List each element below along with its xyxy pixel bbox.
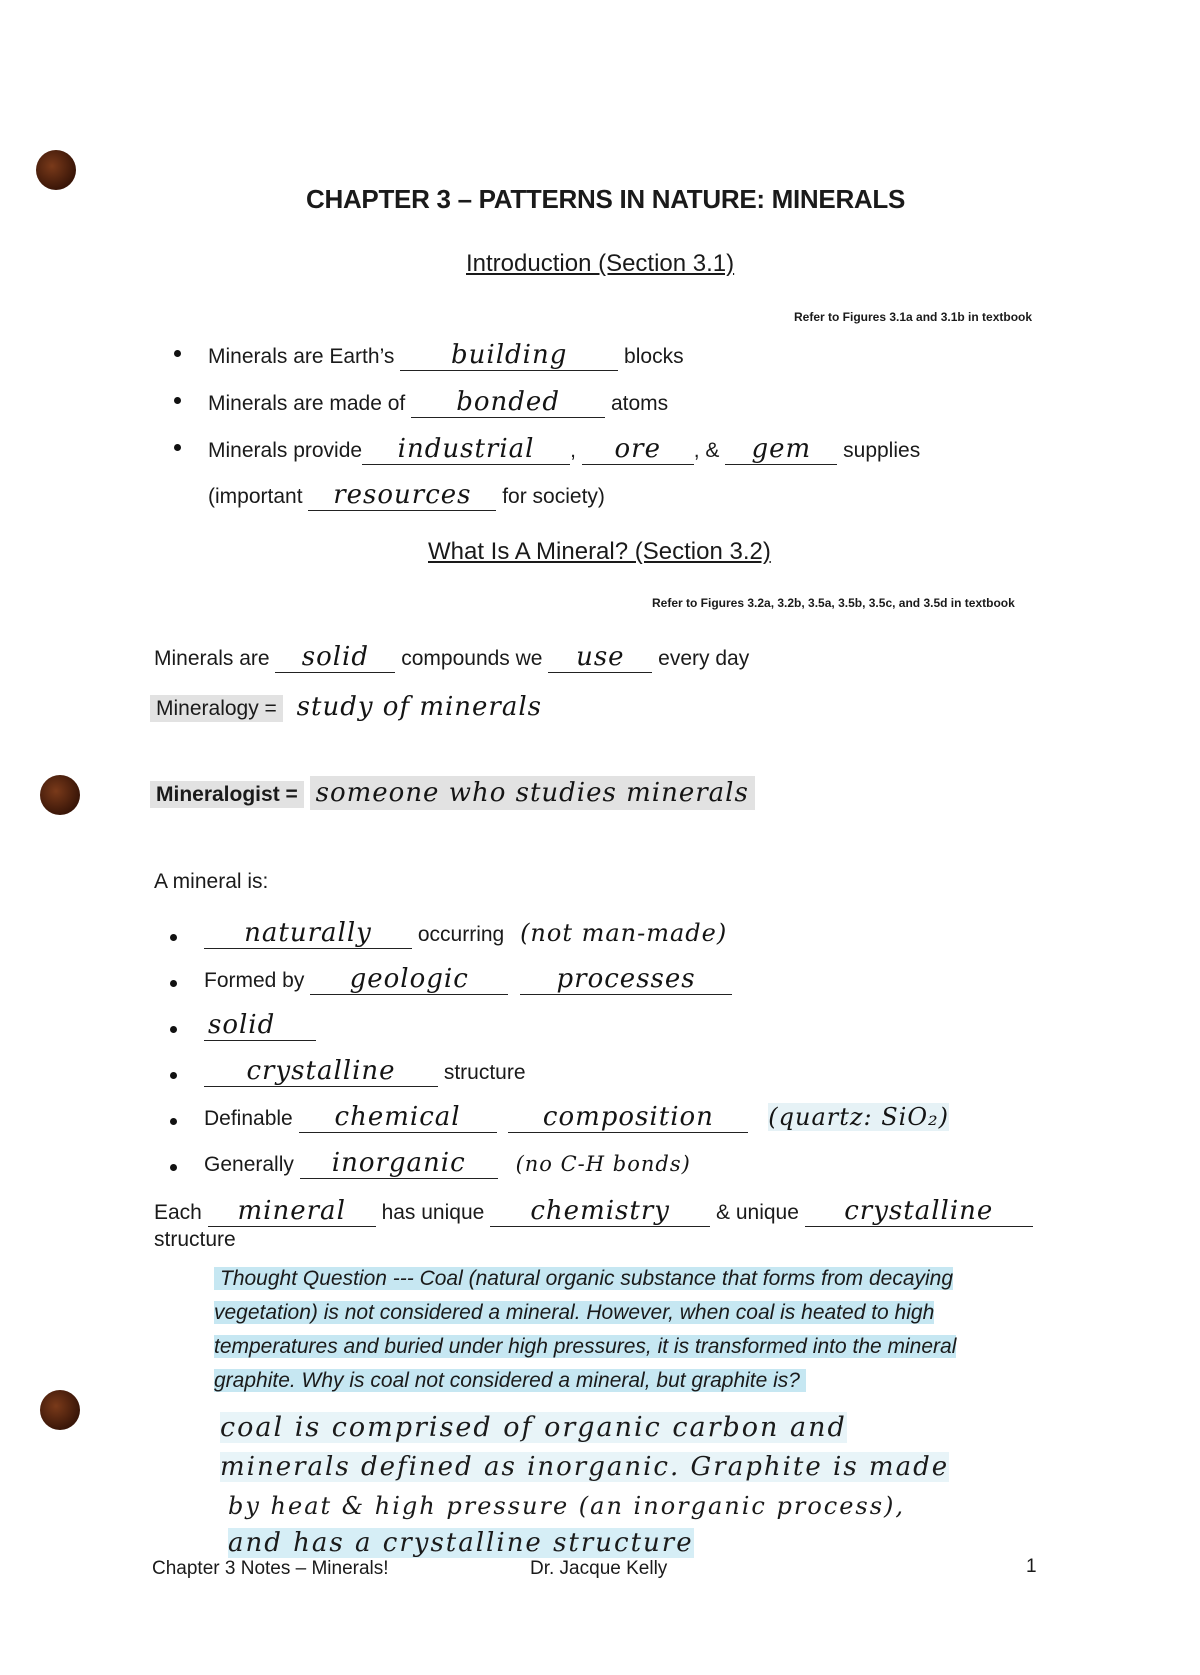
criteria-crystalline-answer: crystalline <box>204 1056 438 1087</box>
criteria-formed-by-prefix: Formed by <box>204 969 305 992</box>
intro-b1-suffix: blocks <box>624 345 684 368</box>
criteria-definable-note: (quartz: SiO₂) <box>768 1103 950 1131</box>
each-answer-3: crystalline <box>805 1196 1033 1227</box>
criteria-formed-by-answer-1: geologic <box>310 964 508 995</box>
bullet-dot <box>170 1118 177 1125</box>
minerals-are-answer-1: solid <box>275 642 395 673</box>
intro-b3-line2-prefix: (important <box>208 485 303 508</box>
page-title: CHAPTER 3 – PATTERNS IN NATURE: MINERALS <box>306 184 906 214</box>
minerals-are-suffix: every day <box>658 647 750 670</box>
mineralogy-definition <box>150 692 542 722</box>
thought-answer-line-1: coal is comprised of organic carbon and <box>220 1412 847 1443</box>
intro-b3-line2-suffix: for society) <box>502 485 605 508</box>
bullet-dot <box>174 350 181 357</box>
criteria-solid <box>204 1010 316 1041</box>
bullet-dot <box>170 934 177 941</box>
criteria-naturally <box>204 918 727 949</box>
intro-b3-suffix: supplies <box>843 439 921 462</box>
each-answer-2: chemistry <box>490 1196 710 1227</box>
criteria-crystalline <box>204 1056 526 1087</box>
a-mineral-is-label: A mineral is: <box>154 870 269 893</box>
intro-figure-reference: Refer to Figures 3.1a and 3.1b in textbook <box>794 310 1033 324</box>
criteria-generally-answer: inorganic <box>300 1148 498 1179</box>
criteria-formed-by <box>204 964 732 995</box>
criteria-naturally-note: (not man-made) <box>520 919 728 947</box>
intro-section-heading: Introduction (Section 3.1) <box>466 250 735 277</box>
criteria-naturally-answer: naturally <box>204 918 412 949</box>
mineralogist-label: Mineralogist = <box>150 781 304 808</box>
intro-b2-suffix: atoms <box>610 392 669 415</box>
bullet-dot <box>170 1072 177 1079</box>
bullet-dot <box>170 1164 177 1171</box>
intro-b3-answer-1: industrial <box>362 434 570 465</box>
each-answer-1: mineral <box>208 1196 376 1227</box>
binder-hole-middle <box>40 775 80 815</box>
mineralogy-answer: study of minerals <box>296 692 543 722</box>
mineralogist-answer: someone who studies minerals <box>310 776 755 810</box>
intro-b2-prefix: Minerals are made of <box>208 392 406 415</box>
section-2-figure-reference: Refer to Figures 3.2a, 3.2b, 3.5a, 3.5b, 3.5c, and 3.5d in textbook <box>652 596 1015 610</box>
each-prefix: Each <box>154 1201 202 1224</box>
criteria-definable-prefix: Definable <box>204 1107 293 1130</box>
intro-b1-answer: building <box>400 340 618 371</box>
intro-b3-separator-2: , & <box>693 439 720 462</box>
bullet-dot <box>174 397 181 404</box>
thought-answer-line-2: minerals defined as inorganic. Graphite is made <box>220 1452 950 1482</box>
criteria-naturally-suffix: occurring <box>417 923 505 946</box>
binder-hole-top <box>36 150 76 190</box>
criteria-generally <box>204 1148 691 1179</box>
intro-b1-prefix: Minerals are Earth’s <box>208 345 395 368</box>
minerals-are-prefix: Minerals are <box>154 647 270 670</box>
mineralogy-label: Mineralogy = <box>150 695 283 722</box>
bullet-dot <box>170 1026 177 1033</box>
thought-question <box>214 1262 994 1398</box>
criteria-generally-prefix: Generally <box>204 1153 294 1176</box>
each-mineral-line <box>154 1196 1033 1227</box>
criteria-solid-answer: solid <box>204 1010 316 1041</box>
minerals-are-middle: compounds we <box>401 647 543 670</box>
mineralogist-definition <box>150 778 755 808</box>
intro-b3-answer-3: gem <box>725 434 837 465</box>
page-number: 1 <box>1026 1556 1037 1577</box>
each-middle-1: has unique <box>381 1201 485 1224</box>
footer-chapter: Chapter 3 Notes – Minerals! <box>152 1558 389 1579</box>
thought-answer-line-4: and has a crystalline structure <box>228 1528 694 1558</box>
minerals-are-line <box>154 642 749 673</box>
binder-hole-bottom <box>40 1390 80 1430</box>
intro-b3-separator-1: , <box>570 439 576 462</box>
section-2-heading: What Is A Mineral? (Section 3.2) <box>428 538 771 565</box>
criteria-definable-answer-1: chemical <box>299 1102 497 1133</box>
intro-b3-prefix: Minerals provide <box>208 439 363 462</box>
minerals-are-answer-2: use <box>548 642 652 673</box>
footer-author: Dr. Jacque Kelly <box>530 1558 668 1579</box>
criteria-definable <box>204 1102 949 1133</box>
bullet-dot <box>170 980 177 987</box>
thought-question-text: Thought Question --- Coal (natural organic substance that forms from decaying vegetation) is not considered a mineral. However, when coal is heated to high temperatures and buried under high pressures, it is transformed into the mineral graphite. Why is coal not considered a mineral, but graphite is? <box>214 1267 957 1392</box>
intro-bullet-2 <box>208 387 668 418</box>
intro-bullet-3-line-2 <box>208 480 605 511</box>
criteria-formed-by-answer-2: processes <box>520 964 732 995</box>
intro-b3-answer-2: ore <box>582 434 694 465</box>
intro-bullet-3 <box>208 434 920 465</box>
criteria-generally-note: (no C-H bonds) <box>515 1152 691 1176</box>
intro-b3-line2-answer: resources <box>308 480 496 511</box>
thought-answer-line-3: by heat & high pressure (an inorganic process), <box>228 1492 906 1520</box>
intro-bullet-1 <box>208 340 684 371</box>
criteria-crystalline-suffix: structure <box>443 1061 526 1084</box>
intro-b2-answer: bonded <box>411 387 605 418</box>
each-suffix: structure <box>154 1228 236 1251</box>
criteria-definable-answer-2: composition <box>508 1102 748 1133</box>
each-middle-2: & unique <box>716 1201 799 1224</box>
bullet-dot <box>174 444 181 451</box>
